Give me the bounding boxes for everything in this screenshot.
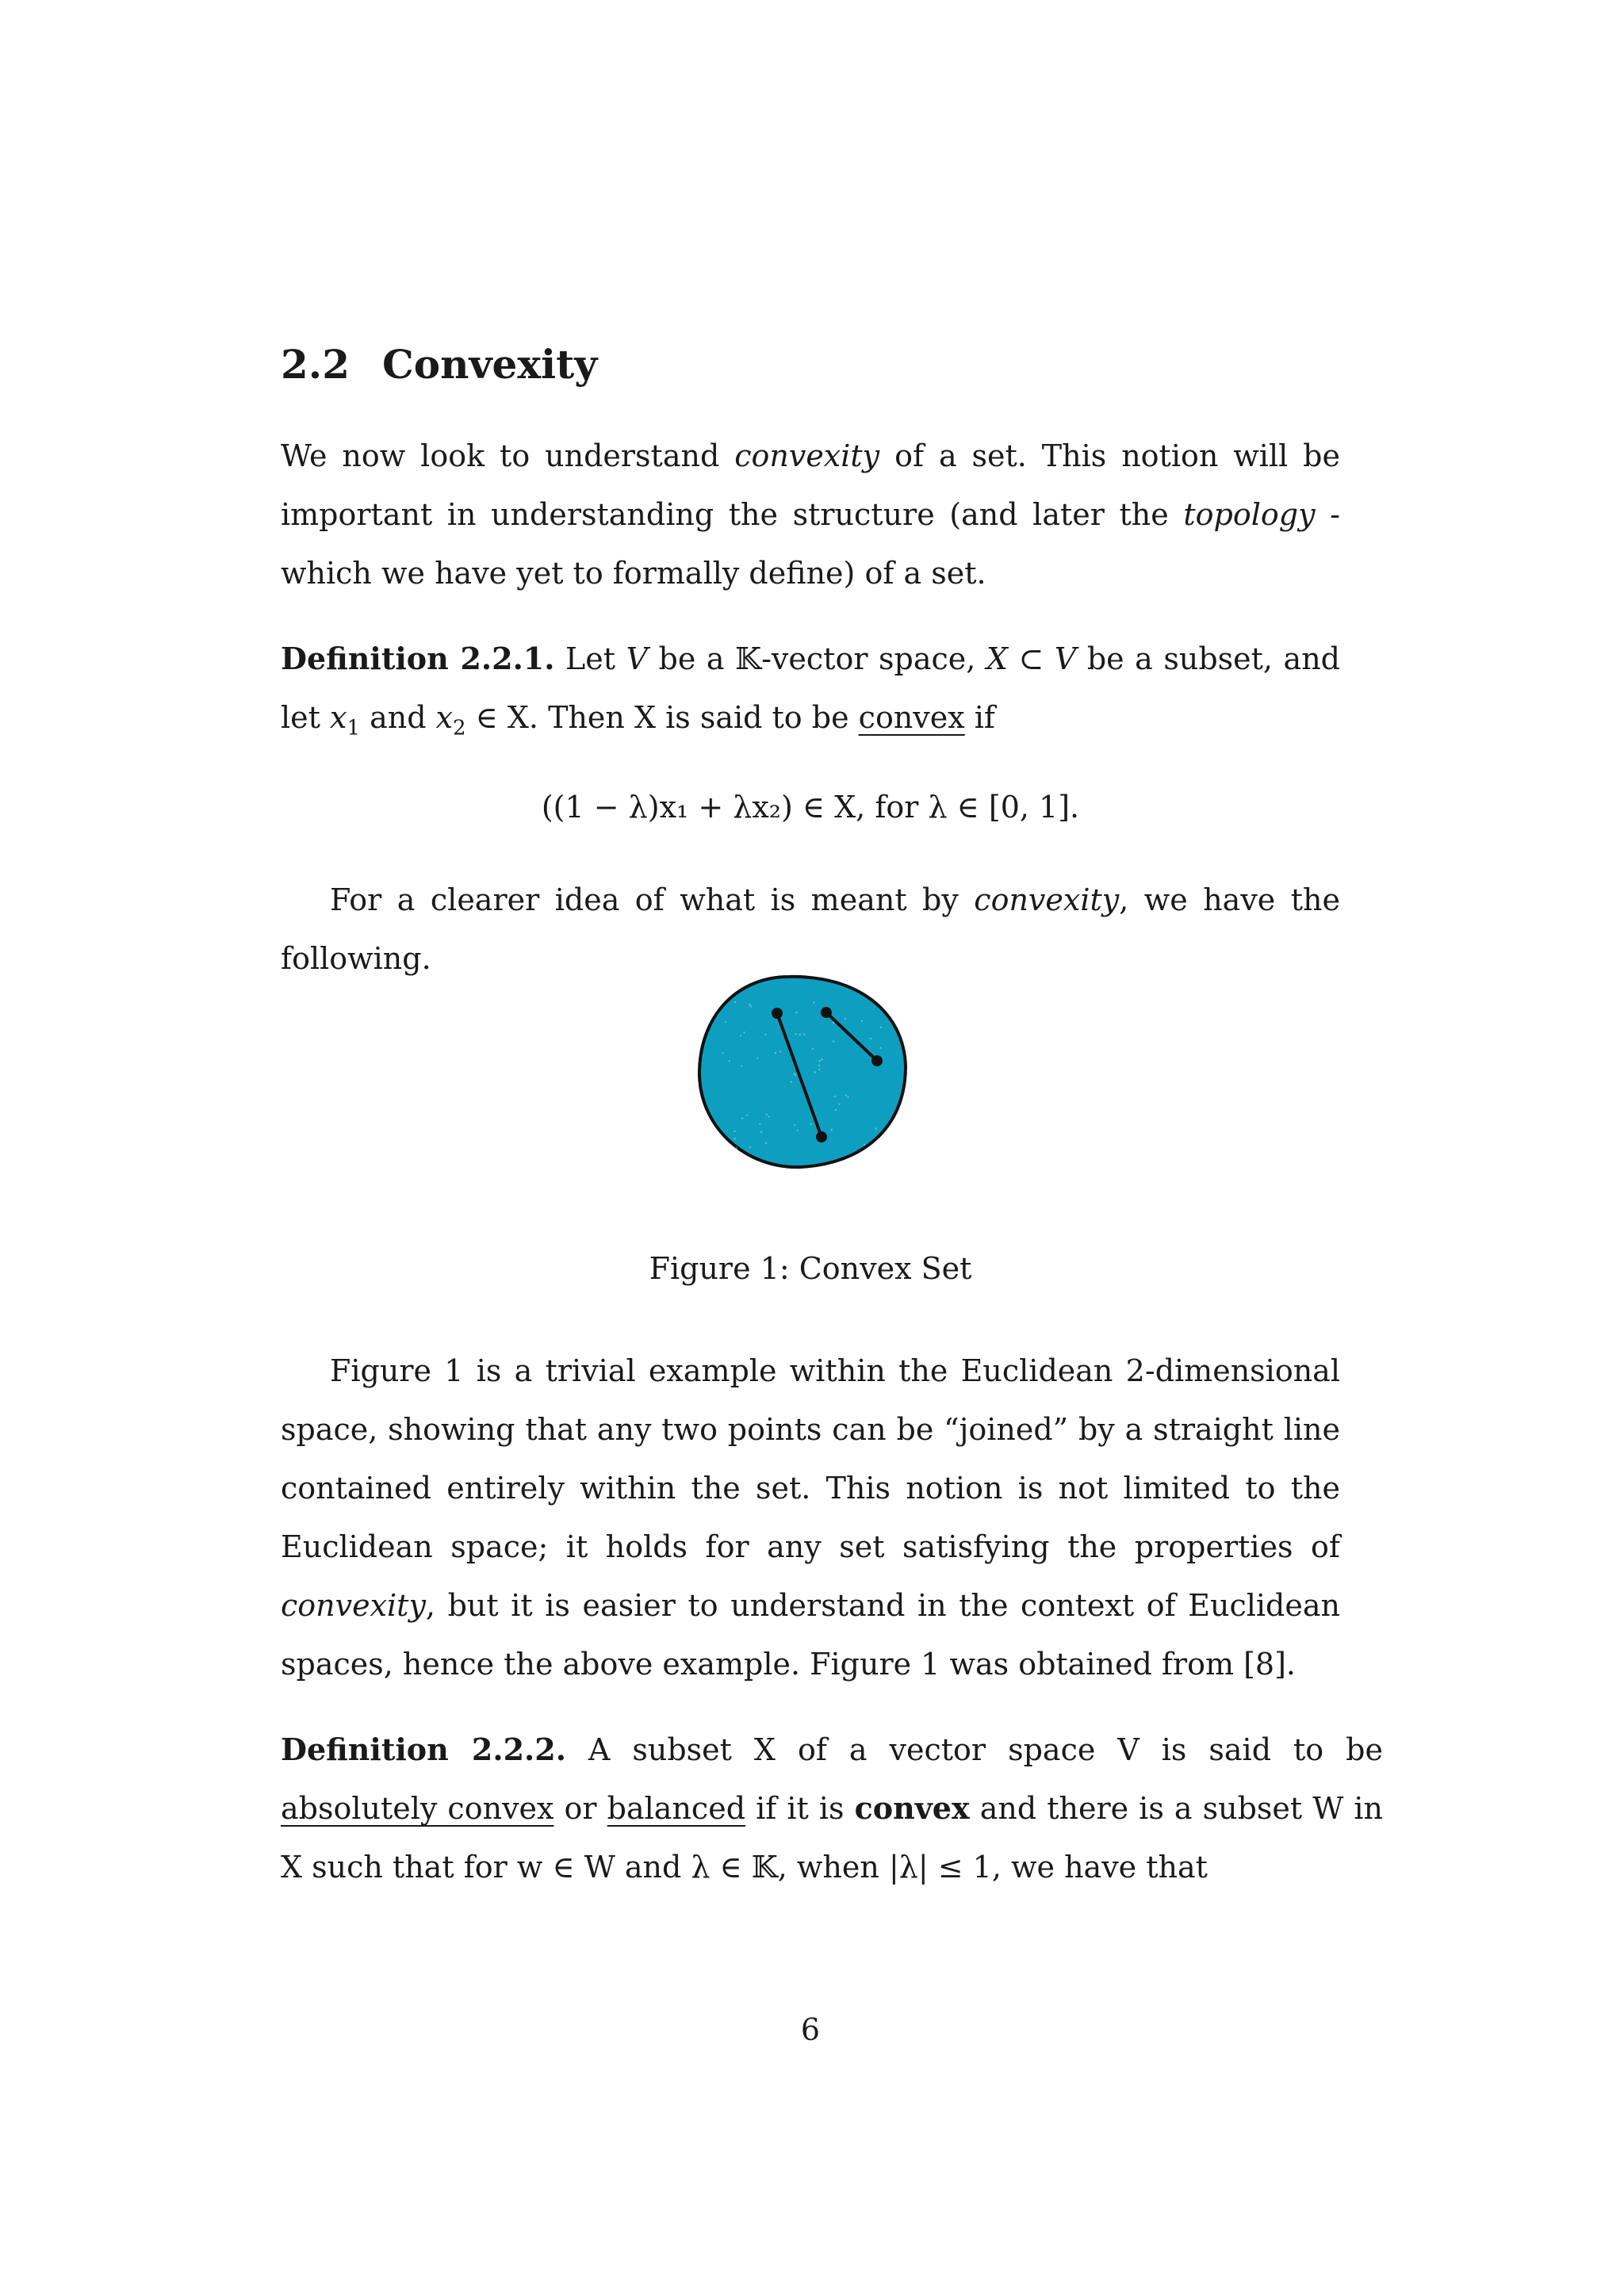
- texture-dot: [797, 1130, 799, 1131]
- convex-set-figure: [690, 967, 920, 1181]
- point-b1: [821, 1007, 832, 1018]
- page-number: 6: [800, 2012, 821, 2047]
- def1-text-5: ∈ X. Then X is said to be: [465, 700, 859, 735]
- point-a2: [816, 1131, 827, 1142]
- texture-dot: [764, 1034, 766, 1035]
- texture-dot: [877, 1144, 879, 1146]
- def1-text-4: and: [359, 700, 436, 735]
- term-convex: convex: [858, 700, 965, 735]
- texture-dot: [722, 1052, 723, 1054]
- texture-dot: [810, 1123, 812, 1125]
- convexity-formula: ((1 − λ)x₁ + λx₂) ∈ X, for λ ∈ [0, 1].: [541, 790, 1080, 825]
- texture-dot: [870, 1038, 871, 1039]
- texture-dot: [749, 1004, 750, 1005]
- section-number: 2.2: [281, 341, 350, 388]
- texture-dot: [838, 1103, 840, 1104]
- texture-dot: [741, 1065, 742, 1066]
- def1-subset: X ⊂ V: [986, 641, 1077, 676]
- texture-dot: [875, 1127, 876, 1129]
- texture-dot: [729, 1060, 730, 1062]
- texture-dot: [756, 1058, 758, 1059]
- texture-dot: [795, 1012, 797, 1013]
- texture-dot: [736, 1147, 737, 1149]
- texture-dot: [750, 1005, 752, 1007]
- texture-dot: [733, 1131, 735, 1132]
- texture-dot: [749, 1146, 751, 1148]
- point-a1: [772, 1008, 783, 1019]
- texture-dot: [794, 1073, 795, 1074]
- term-balanced: balanced: [607, 1791, 746, 1826]
- texture-dot: [818, 1065, 820, 1066]
- texture-dot: [740, 1035, 741, 1036]
- section-heading: [281, 341, 1340, 388]
- texture-dot: [845, 1018, 846, 1020]
- intro-text-3: - which we have yet to formally define) of a set.: [281, 497, 1341, 591]
- definition-2-2-2: [281, 1720, 1383, 1896]
- figure-caption: Figure 1: Convex Set: [649, 1251, 972, 1286]
- texture-dot: [861, 1020, 863, 1022]
- definition-2-2-1: Definition 2.2.1. Let V be a 𝕂-vector space, X ⊂ V be a subset, and let $x_1$ and $x_2$ ∈ X. Then X is said to be convex if: [281, 641, 1340, 740]
- para2-text-2: , but it is easier to understand in the context of Euclidean spaces, hence the above example. Figure 1 was obtained from [8].: [281, 1588, 1340, 1682]
- texture-dot: [833, 1040, 834, 1042]
- texture-dot: [725, 1021, 726, 1023]
- term-absolutely-convex: absolutely convex: [281, 1791, 554, 1826]
- texture-dot: [819, 1060, 821, 1062]
- texture-dot: [760, 1131, 762, 1133]
- texture-dot: [814, 1071, 816, 1073]
- texture-dot: [835, 1109, 837, 1111]
- lead-text-1: For a clearer idea of what is meant by: [330, 882, 975, 917]
- texture-dot: [847, 1096, 848, 1098]
- def1-text-3: be a subset, and let: [281, 641, 1340, 735]
- def1-x2: x: [435, 700, 454, 735]
- def1-text-1: Let: [554, 641, 626, 676]
- definition-label: Definition 2.2.1.: [281, 641, 555, 676]
- def2-text-1: A subset X of a vector space V is said to be: [565, 1732, 1383, 1767]
- texture-dot: [864, 1144, 865, 1146]
- def2-text-2: or: [553, 1791, 607, 1826]
- texture-dot: [766, 1114, 768, 1115]
- texture-dot: [775, 1052, 776, 1054]
- def2-text-4: and there is a subset W in X such that for w ∈ W and λ ∈ 𝕂, when |λ| ≤ 1, we have that: [281, 1791, 1384, 1885]
- texture-dot: [734, 1001, 736, 1003]
- texture-dot: [880, 1027, 882, 1028]
- intro-text-2: of a set. This notion will be important in understanding the structure (and later the: [281, 438, 1340, 532]
- def1-x1: x: [330, 700, 347, 735]
- def1-text-6: if: [964, 700, 995, 735]
- texture-dot: [845, 1095, 847, 1096]
- section-title: Convexity: [382, 341, 598, 388]
- para2-emph-convexity: convexity: [281, 1588, 426, 1623]
- texture-dot: [791, 1081, 792, 1082]
- texture-dot: [743, 1031, 745, 1033]
- texture-dot: [759, 1123, 760, 1125]
- intro-emph-convexity: convexity: [734, 438, 880, 473]
- definition-label-2: Definition 2.2.2.: [281, 1732, 566, 1767]
- def1-var-v: V: [626, 641, 648, 676]
- intro-paragraph: [281, 427, 1340, 603]
- def2-bold-convex: convex: [854, 1790, 970, 1826]
- texture-dot: [746, 1115, 748, 1116]
- def2-text-3: if it is: [745, 1791, 855, 1826]
- texture-dot: [818, 1069, 820, 1070]
- texture-dot: [834, 1096, 836, 1097]
- lead-text-2: , we have the following.: [281, 882, 1340, 976]
- texture-dot: [813, 1001, 814, 1003]
- texture-dot: [831, 1129, 833, 1131]
- texture-dot: [741, 1118, 743, 1119]
- texture-dot: [794, 1124, 795, 1126]
- para2-text-1: Figure 1 is a trivial example within the Euclidean 2-dimensional space, showing that any two points can be “joined” by a straight line contained entirely within the set. This notion is not limited to the Euclidean space; it holds for any set satisfying the properties of: [281, 1353, 1340, 1564]
- texture-dot: [799, 1034, 801, 1035]
- texture-dot: [734, 1138, 736, 1139]
- lead-emph-convexity: convexity: [974, 882, 1120, 917]
- def1-text-2: be a 𝕂-vector space,: [648, 641, 986, 676]
- texture-dot: [879, 1047, 881, 1049]
- point-b2: [871, 1055, 883, 1066]
- explanation-paragraph: [281, 1341, 1340, 1693]
- texture-dot: [821, 1058, 822, 1060]
- texture-dot: [768, 1115, 770, 1117]
- texture-dot: [765, 1142, 767, 1144]
- intro-emph-topology: topology: [1183, 497, 1316, 532]
- texture-dot: [812, 1048, 814, 1050]
- intro-text-1: We now look to understand: [281, 438, 735, 473]
- texture-dot: [795, 1033, 796, 1035]
- convex-set-region: [699, 977, 906, 1167]
- texture-dot: [779, 1050, 781, 1052]
- texture-dot: [804, 1034, 806, 1035]
